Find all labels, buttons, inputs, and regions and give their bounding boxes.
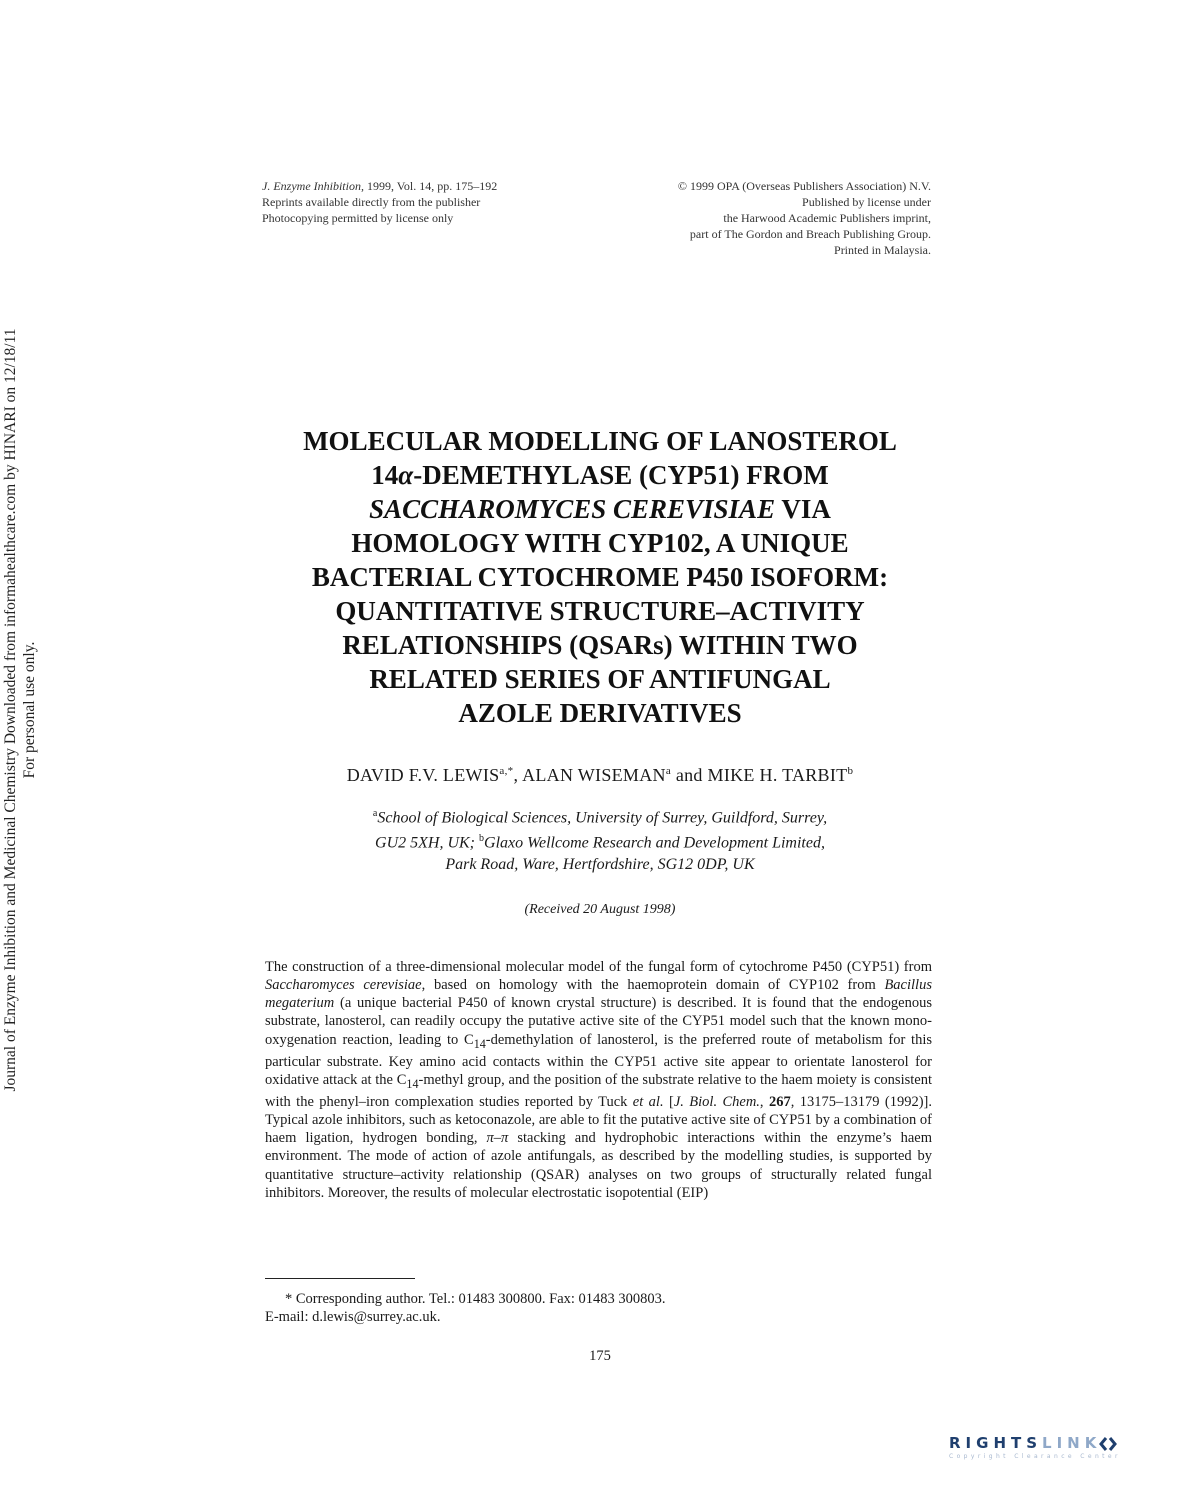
reprints-note: Reprints available directly from the publisher	[262, 195, 481, 209]
footnote-divider	[265, 1278, 415, 1279]
alpha-symbol: α	[398, 460, 414, 490]
group-line: part of The Gordon and Breach Publishing Group.	[689, 227, 931, 241]
paper-title	[230, 424, 970, 730]
journal-header	[262, 178, 497, 226]
copyright-line: © 1999 OPA (Overseas Publishers Association) N.V.	[677, 179, 931, 193]
publisher-header	[678, 178, 931, 258]
affiliation-line: $^a$School of Biological Sciences, University of Surrey, Guildford, Surrey,	[372, 808, 828, 827]
email-line: E-mail: d.lewis@surrey.ac.uk.	[265, 1309, 441, 1325]
license-line: Published by license under	[802, 195, 931, 209]
title-line: RELATIONSHIPS (QSARs) WITHIN TWO	[342, 630, 858, 660]
received-date: (Received 20 August 1998)	[524, 902, 676, 917]
rightslink-arrows-icon	[1099, 1436, 1117, 1452]
title-line: RELATED SERIES OF ANTIFUNGAL	[369, 664, 831, 694]
rightslink-logo[interactable]	[949, 1434, 1189, 1474]
title-line: MOLECULAR MODELLING OF LANOSTEROL	[303, 426, 897, 456]
journal-volume: 1999, Vol. 14, pp. 175–192	[363, 179, 498, 193]
abstract	[265, 958, 932, 1202]
author-affiliation-mark: a,*	[499, 765, 514, 777]
title-line: QUANTITATIVE STRUCTURE–ACTIVITY	[335, 596, 865, 626]
rightslink-tagline: Copyright Clearance Center	[949, 1453, 1121, 1460]
affiliation-line: Park Road, Ware, Hertfordshire, SG12 0DP, UK	[445, 855, 755, 873]
author-name: ALAN WISEMAN	[522, 765, 666, 785]
title-line: BACTERIAL CYTOCHROME P450 ISOFORM:	[311, 562, 889, 592]
author-affiliation-mark: a	[665, 765, 672, 777]
affiliations	[230, 803, 970, 875]
author-name: DAVID F.V. LEWIS	[346, 765, 500, 785]
footnote	[265, 1290, 932, 1326]
imprint-line: the Harwood Academic Publishers imprint,	[723, 211, 931, 225]
title-line: HOMOLOGY WITH CYP102, A UNIQUE	[351, 528, 849, 558]
species-name: SACCHAROMYCES CEREVISIAE	[369, 494, 776, 524]
download-notice-line2: For personal use only.	[21, 641, 38, 779]
journal-citation	[262, 178, 497, 194]
rightslink-wordmark: RIGHTSLINK	[949, 1434, 1189, 1452]
author-name: MIKE H. TARBIT	[707, 765, 848, 785]
title-line: AZOLE DERIVATIVES	[458, 698, 742, 728]
abstract-paragraph: The construction of a three-dimensional molecular model of the fungal form of cytochrome P450 (CYP51) from Saccharomyces cerevisiae, based on homology with the haemoprotein domain of CYP102 from Bacillus megaterium (a unique bacterial P450 of known crystal structure) is described. It is found that the endogenous substrate, lanosterol, can readily occupy the putative active site of the CYP51 model such that the known mono-oxygenation reaction, leading to $C_{14}$-demethylation of lanosterol, is the preferred route of metabolism for this particular substrate. Key amino acid contacts within the CYP51 active site appear to orientate lanosterol for oxidative attack at the $C_{14}$-methyl group, and the position of the substrate relative to the haem moiety is consistent with the phenyl–iron complexation studies reported by Tuck et al. [J. Biol. Chem., 267, 13175–13179 (1992)]. Typical azole inhibitors, such as ketoconazole, are able to fit the putative active site of CYP51 by a combination of haem ligation, hydrogen bonding, π–π stacking and hydrophobic interactions within the enzyme’s haem environment. The mode of action of azole antifungals, as described by the modelling studies, is supported by quantitative structure–activity relationship (QSAR) analyses on two groups of structurally related fungal inhibitors. Moreover, the results of molecular electrostatic isopotential (EIP)	[265, 959, 932, 1201]
affiliation-line: GU2 5XH, UK; $^b$Glaxo Wellcome Research and Development Limited,	[375, 833, 825, 852]
photocopy-note: Photocopying permitted by license only	[262, 211, 454, 225]
download-notice-text	[1, 328, 39, 1091]
title-line: 14α-DEMETHYLASE (CYP51) FROM	[371, 460, 829, 490]
corresponding-author-note: * Corresponding author. Tel.: 01483 300800. Fax: 01483 300803.	[285, 1291, 666, 1307]
author-list: DAVID F.V. $LEWIS^{a,*}$, ALAN WISEMAN$^a$ and MIKE H. TARBIT$^b$	[346, 765, 854, 785]
page-number: 175	[589, 1348, 611, 1364]
title-line: SACCHAROMYCES CEREVISIAE VIA	[369, 494, 831, 524]
download-notice-line1: Journal of Enzyme Inhibition and Medicinal Chemistry Downloaded from informahealthcare.com by HINARI on 12/18/11	[2, 328, 19, 1092]
author-affiliation-mark: b	[847, 765, 854, 777]
printed-line: Printed in Malaysia.	[834, 243, 931, 257]
journal-name: J. Enzyme Inhibition,	[262, 179, 364, 193]
